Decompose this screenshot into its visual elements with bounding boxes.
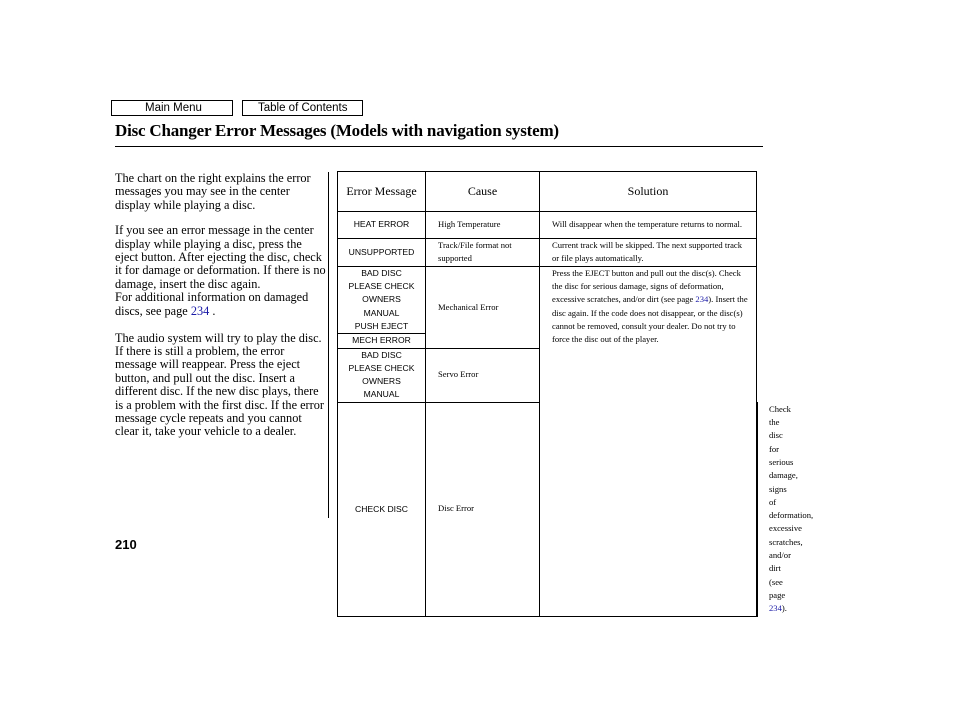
message-line: PLEASE CHECK [348,281,415,292]
message-line: MANUAL [363,389,400,400]
additional-info-paragraph [115,291,327,318]
retry-paragraph: The audio system will try to play the disc. If there is still a problem, the error message will reappear. Press the eject button, and pull out the disc. Insert a different disc. If the new disc plays, there is a problem with the first disc. If the error message cycle repeats and you cannot clear it, take your vehicle to a dealer. [115,330,324,439]
message-line: BAD DISC [361,267,402,278]
table-header-row [338,172,758,212]
instructions-paragraph: If you see an error message in the center display while playing a disc, press the eject button. After ejecting the disc, check it for damage or deformation. If there is no damage, insert the disc again. [115,223,326,291]
solution-text-end: ). [781,603,787,614]
additional-info-end: . [209,303,216,318]
table-row [338,239,758,267]
error-message-cell: MECH ERROR [338,334,426,348]
additional-info-text: For additional information on damaged discs, see page [115,290,309,318]
page-234-link[interactable]: 234 [190,303,210,318]
message-line: BAD DISC [361,349,402,360]
column-divider [328,172,329,518]
error-message-cell [338,348,426,402]
header-error-message: Error Message [338,172,426,212]
intro-text [115,172,327,439]
error-message-cell: HEAT ERROR [338,212,426,239]
cause-cell: Track/File format not supported [426,239,540,267]
message-line: PUSH EJECT [354,321,409,331]
header-solution: Solution [540,172,757,212]
table-row [338,212,758,239]
main-menu-button[interactable]: Main Menu [111,100,233,116]
page-234-link[interactable]: 234 [769,603,782,614]
solution-text-end: ). Insert the disc again. If the code does not disappear, or the disc(s) cannot be removed, consult your dealer. Do not try to force the disc out of the player. [552,294,748,345]
page-title: Disc Changer Error Messages (Models with navigation system) [115,121,559,140]
message-line: MANUAL [363,307,400,318]
message-line: OWNERS [362,376,401,387]
cause-cell: Disc Error [426,402,540,616]
page-number: 210 [115,537,137,552]
title-divider [115,146,763,147]
intro-paragraph: The chart on the right explains the error messages you may see in the center display while playing a disc. [115,171,311,212]
solution-cell [757,402,814,616]
cause-cell: Servo Error [426,348,540,402]
table-row [338,266,758,333]
table-of-contents-button[interactable]: Table of Contents [242,100,363,116]
error-message-cell: UNSUPPORTED [338,239,426,267]
header-cause: Cause [426,172,540,212]
message-line: PLEASE CHECK [348,362,415,373]
error-message-table [337,171,814,617]
solution-cell: Current track will be skipped. The next supported track or file plays automatically. [540,239,757,267]
message-line: OWNERS [362,294,401,305]
error-message-cell: CHECK DISC [338,402,426,616]
solution-cell [540,266,757,616]
solution-text: Check the disc for serious damage, signs of deformation, excessive scratches, and/or dirt (see page [769,403,814,600]
cause-cell: Mechanical Error [426,266,540,348]
cause-cell: High Temperature [426,212,540,239]
page-234-link[interactable]: 234 [695,294,709,305]
error-message-cell [338,266,426,333]
solution-cell: Will disappear when the temperature returns to normal. [540,212,757,239]
solution-text: Press the EJECT button and pull out the disc(s). Check the disc for serious damage, signs of deformation, excessive scratches, and/or dirt (see page [552,267,741,305]
